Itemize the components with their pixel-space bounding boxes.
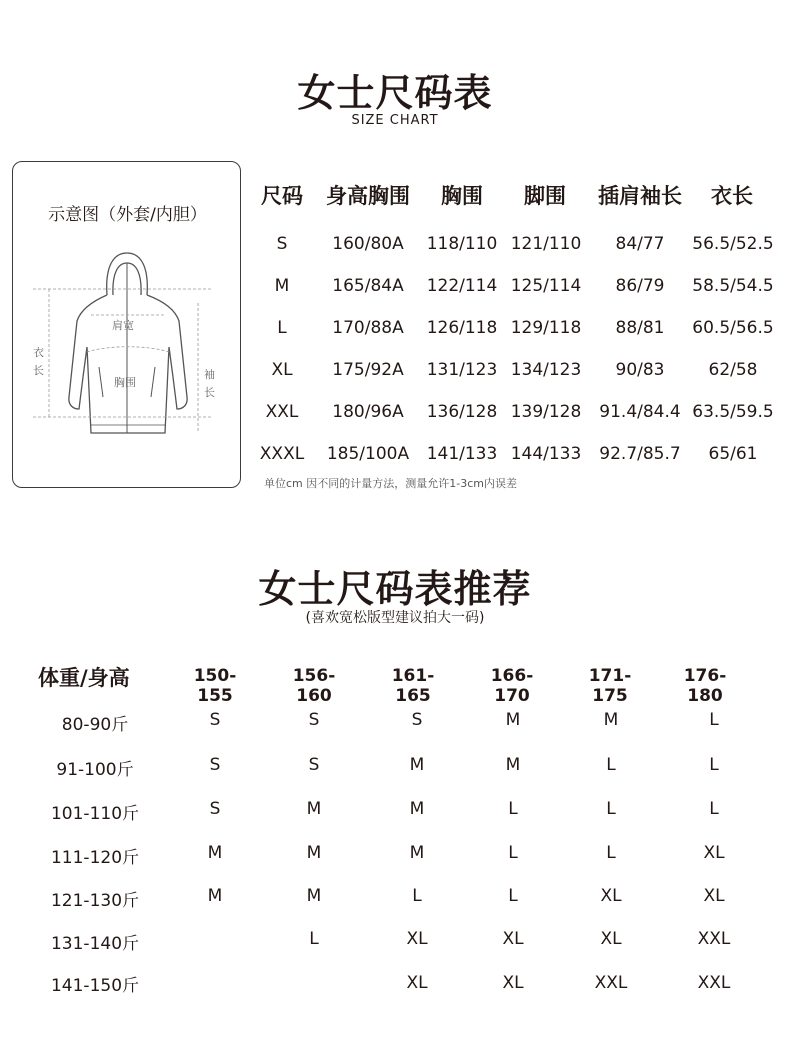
table-cell: 121/110 (510, 234, 582, 254)
table-cell: 118/110 (426, 234, 498, 254)
height-header: 156-160 (292, 666, 336, 706)
table-cell: M (207, 843, 223, 863)
table-cell: 92.7/85.7 (599, 444, 681, 464)
table-cell: M (505, 710, 521, 730)
recommend-subtitle: (喜欢宽松版型建议拍大一码) (305, 610, 485, 626)
table-cell: L (709, 755, 719, 775)
table-cell: L (606, 799, 616, 819)
table-cell: 86/79 (615, 276, 665, 296)
table-cell: L (508, 886, 518, 906)
table-cell: 62/58 (708, 360, 758, 380)
weight-label: 131-140斤 (50, 934, 140, 954)
table-cell: 126/118 (426, 318, 498, 338)
table-cell: 129/118 (510, 318, 582, 338)
table-cell: 90/83 (615, 360, 665, 380)
header-hem: 脚围 (524, 184, 566, 208)
table-cell: XL (271, 360, 293, 380)
table-cell: 165/84A (332, 276, 404, 296)
table-cell: M (207, 886, 223, 906)
table-cell: XXXL (259, 444, 305, 464)
table-cell: L (606, 843, 616, 863)
table-cell: XL (703, 843, 725, 863)
table-cell: XXL (594, 973, 628, 993)
label-sleeve-1: 袖 (204, 368, 215, 381)
label-length-2: 长 (33, 364, 44, 377)
table-cell: XXL (697, 929, 731, 949)
table-cell: 144/133 (510, 444, 582, 464)
jacket-diagram-icon (13, 237, 242, 437)
weight-label: 121-130斤 (50, 891, 140, 911)
measurement-note: 单位cm 因不同的计量方法，测量允许1-3cm内误差 (264, 477, 517, 490)
header-sleeve: 插肩袖长 (598, 184, 682, 208)
table-cell: M (306, 799, 322, 819)
table-cell: L (606, 755, 616, 775)
recommend-title: 女士尺码表推荐 (258, 567, 532, 611)
table-cell: 141/133 (426, 444, 498, 464)
table-cell: S (209, 799, 221, 819)
height-header: 150-155 (193, 666, 237, 706)
table-cell: XL (600, 886, 622, 906)
table-cell: 88/81 (615, 318, 665, 338)
table-cell: 56.5/52.5 (692, 234, 774, 254)
table-cell: S (209, 710, 221, 730)
height-header: 166-170 (490, 666, 534, 706)
header-height-bust: 身高胸围 (326, 184, 410, 208)
label-length-1: 衣 (33, 346, 44, 359)
height-header: 171-175 (588, 666, 632, 706)
table-cell: 160/80A (332, 234, 404, 254)
table-cell: M (505, 755, 521, 775)
table-cell: S (276, 234, 288, 254)
table-cell: 131/123 (426, 360, 498, 380)
table-cell: M (409, 755, 425, 775)
table-cell: 58.5/54.5 (692, 276, 774, 296)
diagram-panel (12, 161, 241, 488)
diagram-title: 示意图（外套/内胆） (48, 205, 207, 225)
table-cell: M (603, 710, 619, 730)
height-header: 161-165 (391, 666, 435, 706)
table-cell: L (309, 929, 319, 949)
header-size: 尺码 (261, 184, 303, 208)
label-shoulder: 肩宽 (112, 319, 134, 332)
header-chest: 胸围 (441, 184, 483, 208)
label-sleeve-2: 长 (204, 386, 215, 399)
table-cell: XL (406, 973, 428, 993)
table-cell: S (308, 710, 320, 730)
table-cell: XXL (265, 402, 299, 422)
table-cell: L (709, 799, 719, 819)
weight-label: 80-90斤 (61, 715, 129, 735)
table-cell: M (274, 276, 290, 296)
table-cell: 60.5/56.5 (692, 318, 774, 338)
table-cell: 175/92A (332, 360, 404, 380)
table-cell: 84/77 (615, 234, 665, 254)
weight-label: 91-100斤 (56, 760, 134, 780)
table-cell: 134/123 (510, 360, 582, 380)
table-cell: L (277, 318, 287, 338)
table-cell: 139/128 (510, 402, 582, 422)
weight-label: 141-150斤 (50, 976, 140, 996)
table-cell: M (409, 843, 425, 863)
weight-label: 111-120斤 (50, 848, 140, 868)
table-cell: 136/128 (426, 402, 498, 422)
table-cell: 65/61 (708, 444, 758, 464)
corner-header: 体重/身高 (38, 666, 130, 690)
size-chart-subtitle: SIZE CHART (351, 113, 439, 128)
table-cell: 91.4/84.4 (599, 402, 681, 422)
table-cell: XL (502, 973, 524, 993)
table-cell: XL (703, 886, 725, 906)
table-cell: S (209, 755, 221, 775)
table-cell: M (306, 886, 322, 906)
size-chart-title: 女士尺码表 (297, 71, 493, 115)
table-cell: XL (600, 929, 622, 949)
table-cell: L (412, 886, 422, 906)
table-cell: 180/96A (332, 402, 404, 422)
table-cell: M (409, 799, 425, 819)
weight-label: 101-110斤 (50, 804, 140, 824)
table-cell: L (508, 799, 518, 819)
table-cell: L (709, 710, 719, 730)
table-cell: L (508, 843, 518, 863)
table-cell: 170/88A (332, 318, 404, 338)
table-cell: 63.5/59.5 (692, 402, 774, 422)
table-cell: 185/100A (326, 444, 410, 464)
table-cell: XXL (697, 973, 731, 993)
table-cell: M (306, 843, 322, 863)
table-cell: XL (406, 929, 428, 949)
height-header: 176-180 (683, 666, 727, 706)
table-cell: S (411, 710, 423, 730)
header-length: 衣长 (711, 184, 753, 208)
table-cell: 125/114 (510, 276, 582, 296)
table-cell: S (308, 755, 320, 775)
table-cell: 122/114 (426, 276, 498, 296)
table-cell: XL (502, 929, 524, 949)
label-chest: 胸围 (114, 376, 136, 389)
